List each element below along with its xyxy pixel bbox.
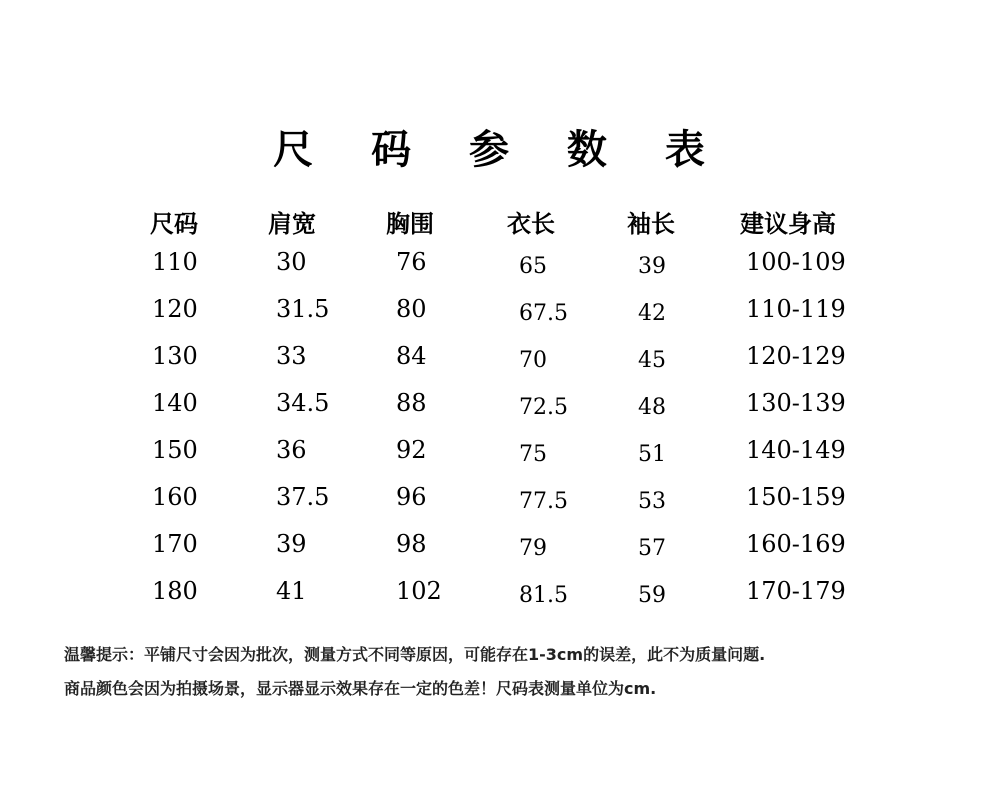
note-line-2: 商品颜色会因为拍摄场景，显示器显示效果存在一定的色差！尺码表测量单位为cm. [64, 679, 657, 698]
cell-height: 160-169 [746, 530, 846, 558]
cell-length: 72.5 [519, 395, 568, 420]
cell-size: 110 [152, 248, 198, 276]
cell-length: 77.5 [519, 489, 568, 514]
cell-sleeve: 51 [638, 442, 666, 467]
table-row [0, 389, 1000, 436]
cell-sleeve: 53 [638, 489, 666, 514]
cell-sleeve: 45 [638, 348, 666, 373]
cell-length: 67.5 [519, 301, 568, 326]
cell-height: 120-129 [746, 342, 846, 370]
table-row [0, 436, 1000, 483]
cell-sleeve: 59 [638, 583, 666, 608]
header-size: 尺码 [150, 210, 198, 238]
cell-shoulder: 31.5 [276, 295, 330, 323]
cell-height: 140-149 [746, 436, 846, 464]
cell-shoulder: 41 [276, 577, 307, 605]
cell-size: 150 [152, 436, 198, 464]
table-row [0, 577, 1000, 624]
size-table [0, 200, 1000, 624]
cell-chest: 92 [396, 436, 427, 464]
cell-shoulder: 36 [276, 436, 307, 464]
cell-length: 65 [519, 254, 547, 279]
cell-size: 160 [152, 483, 198, 511]
cell-size: 130 [152, 342, 198, 370]
cell-chest: 102 [396, 577, 442, 605]
table-row [0, 483, 1000, 530]
table-row [0, 342, 1000, 389]
header-sleeve: 袖长 [627, 210, 675, 238]
cell-sleeve: 39 [638, 254, 666, 279]
cell-chest: 80 [396, 295, 427, 323]
cell-chest: 98 [396, 530, 427, 558]
header-chest: 胸围 [386, 210, 434, 238]
header-height: 建议身高 [740, 210, 836, 238]
page-title: 尺 码 参 数 表 [273, 127, 727, 173]
cell-chest: 84 [396, 342, 427, 370]
table-header-row [0, 200, 1000, 248]
cell-shoulder: 34.5 [276, 389, 330, 417]
cell-shoulder: 39 [276, 530, 307, 558]
cell-chest: 96 [396, 483, 427, 511]
note-line-1: 温馨提示：平铺尺寸会因为批次，测量方式不同等原因，可能存在1-3cm的误差，此不为质量问题. [64, 645, 766, 664]
table-body [0, 248, 1000, 624]
cell-length: 79 [519, 536, 547, 561]
cell-size: 180 [152, 577, 198, 605]
table-row [0, 530, 1000, 577]
cell-chest: 76 [396, 248, 427, 276]
cell-length: 81.5 [519, 583, 568, 608]
cell-height: 110-119 [746, 295, 846, 323]
cell-height: 130-139 [746, 389, 846, 417]
cell-height: 150-159 [746, 483, 846, 511]
cell-size: 120 [152, 295, 198, 323]
cell-length: 70 [519, 348, 547, 373]
cell-size: 140 [152, 389, 198, 417]
cell-sleeve: 48 [638, 395, 666, 420]
header-shoulder: 肩宽 [268, 210, 316, 238]
cell-shoulder: 33 [276, 342, 307, 370]
cell-length: 75 [519, 442, 547, 467]
cell-size: 170 [152, 530, 198, 558]
cell-shoulder: 37.5 [276, 483, 330, 511]
header-length: 衣长 [507, 210, 555, 238]
table-row [0, 248, 1000, 295]
cell-shoulder: 30 [276, 248, 307, 276]
table-row [0, 295, 1000, 342]
cell-sleeve: 42 [638, 301, 666, 326]
cell-height: 170-179 [746, 577, 846, 605]
cell-sleeve: 57 [638, 536, 666, 561]
cell-chest: 88 [396, 389, 427, 417]
cell-height: 100-109 [746, 248, 846, 276]
